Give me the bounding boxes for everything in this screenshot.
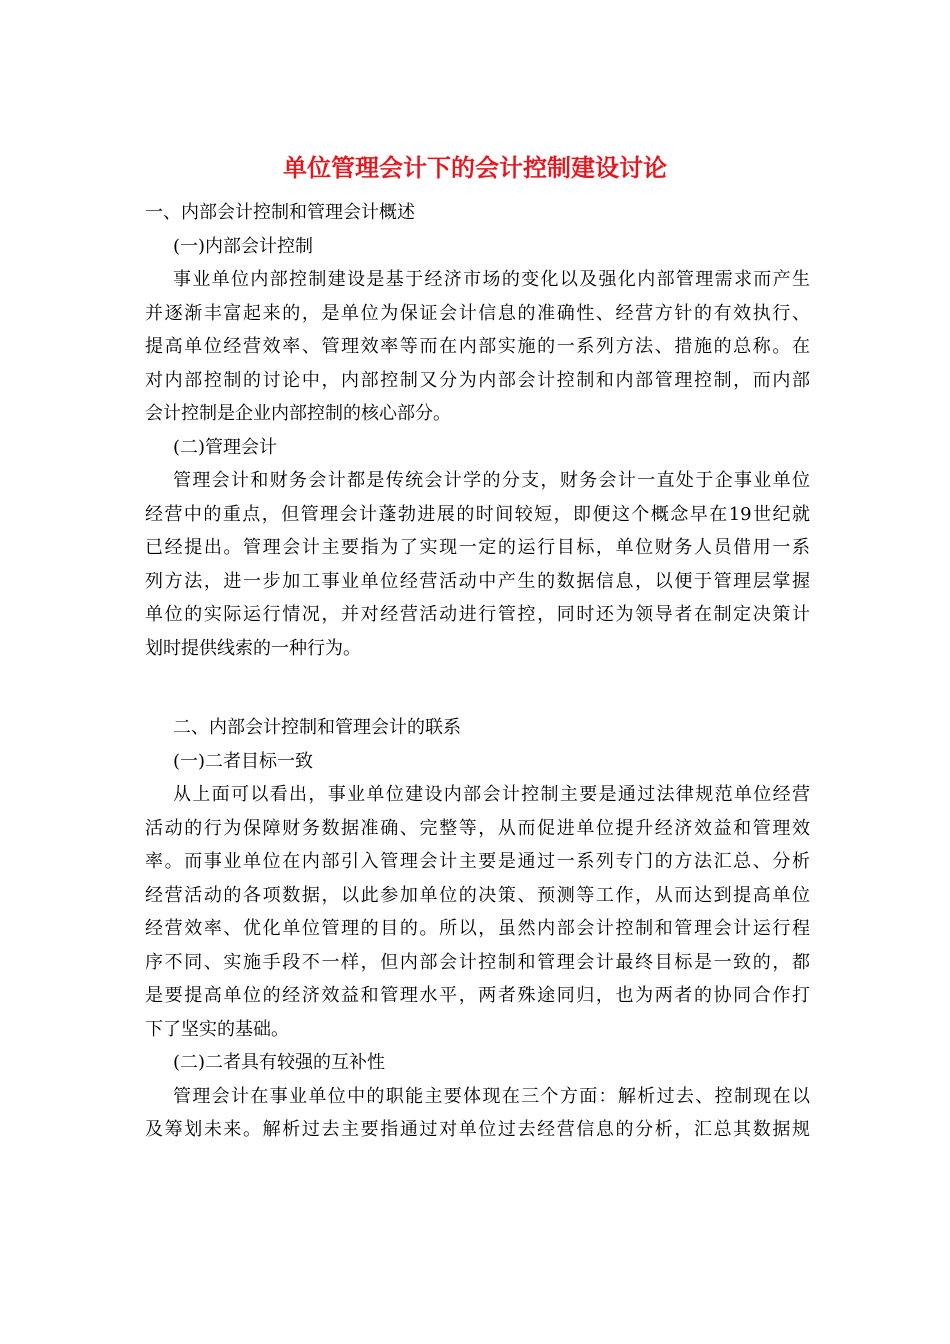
section-1-2-heading: (二)管理会计 (173, 436, 278, 458)
paragraph-line: 提高单位经营效率、管理效率等而在内部实施的一系列方法、措施的总称。在 (145, 336, 810, 357)
paragraph-line: 管理会计在事业单位中的职能主要体现在三个方面：解析过去、控制现在以 (173, 1085, 810, 1107)
document-body (145, 196, 810, 1147)
section-2-1-heading: (一)二者目标一致 (173, 750, 314, 772)
paragraph-line: 已经提出。管理会计主要指为了实现一定的运行目标，单位财务人员借用一系 (145, 537, 810, 558)
paragraph-line: 序不同、实施手段不一样，但内部会计控制和管理会计最终目标是一致的，都 (145, 951, 810, 973)
paragraph-line: 管理会计和财务会计都是传统会计学的分支，财务会计一直处于企事业单位 (173, 470, 810, 491)
paragraph-line: 下了坚实的基础。 (145, 1018, 289, 1040)
section-2-2-heading: (二)二者具有较强的互补性 (173, 1052, 386, 1073)
paragraph-line: 经营活动的各项数据，以此参加单位的决策、预测等工作，从而达到提高单位 (145, 884, 810, 906)
paragraph-line: 单位的实际运行情况，并对经营活动进行管控，同时还为领导者在制定决策计 (145, 604, 810, 625)
paragraph-line: 事业单位内部控制建设是基于经济市场的变化以及强化内部管理需求而产生 (173, 269, 810, 290)
paragraph-line: 列方法，进一步加工事业单位经营活动中产生的数据信息，以便于管理层掌握 (145, 570, 810, 592)
paragraph-line: 会计控制是企业内部控制的核心部分。 (145, 403, 451, 424)
paragraph-line: 对内部控制的讨论中，内部控制又分为内部会计控制和内部管理控制，而内部 (145, 369, 810, 391)
blank-line (145, 665, 810, 711)
paragraph-line: 经营效率、优化单位管理的目的。所以，虽然内部会计控制和管理会计运行程 (145, 918, 810, 939)
paragraph-line: 从上面可以看出，事业单位建设内部会计控制主要是通过法律规范单位经营 (173, 784, 810, 805)
paragraph-line: 及筹划未来。解析过去主要指通过对单位过去经营信息的分析，汇总其数据规 (145, 1119, 810, 1140)
section-2-heading: 二、内部会计控制和管理会计的联系 (173, 717, 461, 738)
paragraph-line: 并逐渐丰富起来的，是单位为保证会计信息的准确性、经营方针的有效执行、 (145, 302, 810, 324)
section-1-1-heading: (一)内部会计控制 (173, 235, 314, 257)
paragraph-line: 活动的行为保障财务数据准确、完整等，从而促进单位提升经济效益和管理效 (145, 817, 810, 839)
paragraph-line: 率。而事业单位在内部引入管理会计主要是通过一系列专门的方法汇总、分析 (145, 851, 810, 872)
paragraph-line: 是要提高单位的经济效益和管理水平，两者殊途同归，也为两者的协同合作打 (145, 985, 810, 1006)
section-1-heading: 一、内部会计控制和管理会计概述 (145, 202, 415, 223)
paragraph-line: 经营中的重点，但管理会计蓬勃进展的时间较短，即便这个概念早在19世纪就 (145, 503, 810, 525)
document-title: 单位管理会计下的会计控制建设讨论 (283, 154, 667, 182)
paragraph-line: 划时提供线索的一种行为。 (145, 637, 361, 659)
